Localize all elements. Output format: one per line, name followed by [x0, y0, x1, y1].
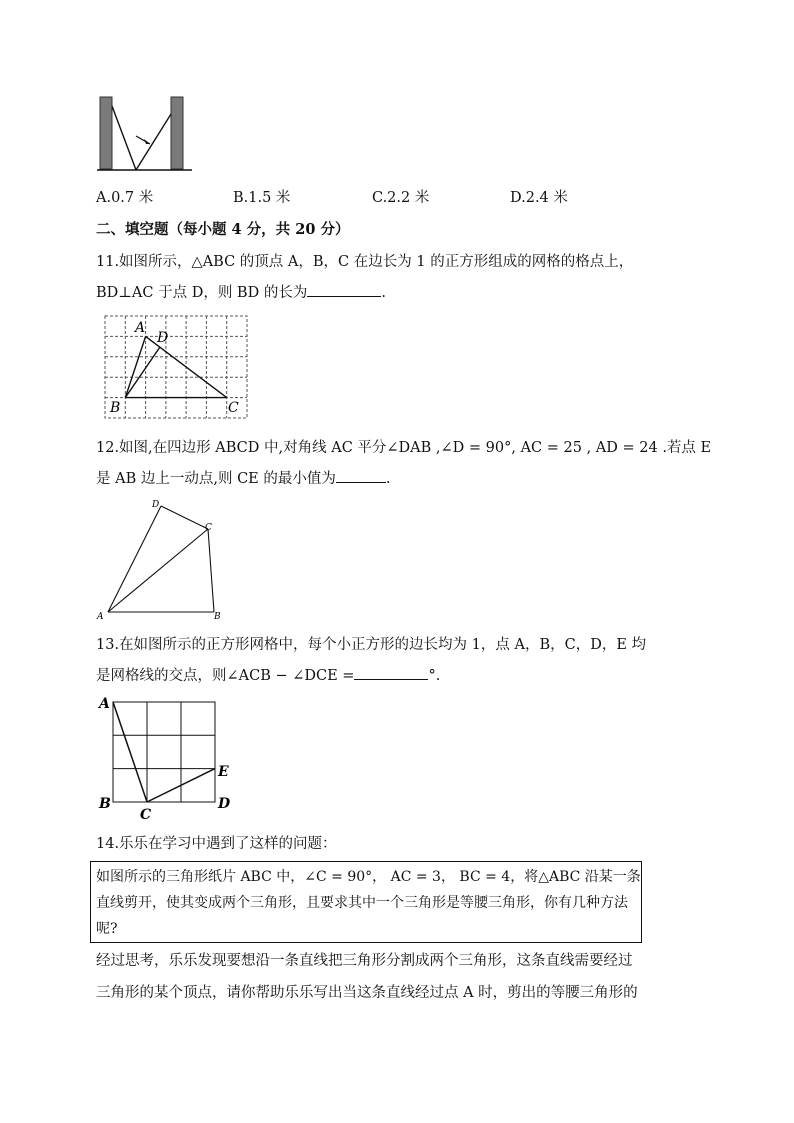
q11-grid-figure [100, 310, 252, 422]
q13-label-e: E [218, 764, 229, 780]
q13-label-a: A [99, 696, 110, 712]
q12-label-d: D [152, 500, 160, 510]
q14-box-line3: 呢? [96, 921, 118, 937]
q14-box-line2: 直线剪开，使其变成两个三角形，且要求其中一个三角形是等腰三角形，你有几种方法 [96, 895, 628, 911]
q11-line2 [96, 281, 386, 302]
option-d: D.2.4 米 [510, 190, 568, 206]
q13-label-c: C [140, 807, 152, 822]
q14-after-line2: 三角形的某个顶点，请你帮助乐乐写出当这条直线经过点 A 时，剪出的等腰三角形的 [96, 985, 638, 1001]
q11-line1: 11.如图所示，△ABC 的顶点 A，B，C 在边长为 1 的正方形组成的网格的格点上， [96, 254, 634, 270]
q11-label-d: D [157, 330, 169, 346]
q13-line2 [96, 664, 440, 685]
q13-label-d: D [218, 796, 231, 812]
q12-line2 [96, 467, 390, 488]
q13-grid-figure [96, 692, 240, 822]
q11-line2-text: BD⊥AC 于点 D，则 BD 的长为 [96, 285, 308, 301]
q14-problem-box [90, 861, 642, 943]
q12-line2-text: 是 AB 边上一动点,则 CE 的最小值为 [96, 471, 336, 487]
q13-line1: 13.在如图所示的正方形网格中，每个小正方形的边长均为 1，点 A，B，C，D，E 均 [96, 637, 647, 653]
q11-answer-blank[interactable] [307, 282, 381, 297]
q12-label-b: B [214, 612, 221, 622]
q14-after-line1: 经过思考，乐乐发现要想沿一条直线把三角形分割成两个三角形，这条直线需要经过 [96, 953, 633, 969]
q12-label-a: A [97, 612, 104, 622]
q13-answer-blank[interactable] [354, 665, 428, 680]
q12-answer-blank[interactable] [336, 468, 386, 483]
option-c: C.2.2 米 [372, 190, 430, 206]
q13-label-b: B [99, 796, 111, 812]
option-b: B.1.5 米 [233, 190, 291, 206]
q11-label-b: B [110, 400, 121, 416]
q13-line2-text: 是网格线的交点，则∠ACB − ∠DCE = [96, 668, 355, 684]
q11-label-a: A [135, 320, 146, 336]
q14-box-line1: 如图所示的三角形纸片 ABC 中，∠C = 90°， AC = 3， BC = 4，将△ABC 沿某一条 [96, 869, 641, 885]
option-a: A.0.7 米 [96, 190, 154, 206]
q14-intro: 14.乐乐在学习中遇到了这样的问题： [96, 836, 337, 852]
q12-line2-end: . [385, 471, 391, 487]
q12-label-c: C [205, 523, 212, 533]
section-heading: 二、填空题（每小题 4 分，共 20 分） [96, 221, 350, 238]
q12-quadrilateral-figure [94, 496, 234, 624]
q12-line1: 12.如图,在四边形 ABCD 中,对角线 AC 平分∠DAB ,∠D = 90°, AC = 25 , AD = 24 .若点 E [96, 440, 712, 456]
q11-line2-end: . [381, 285, 386, 301]
ladder-figure [96, 92, 196, 174]
q13-line2-end: °. [428, 668, 441, 684]
q11-label-c: C [228, 400, 239, 416]
